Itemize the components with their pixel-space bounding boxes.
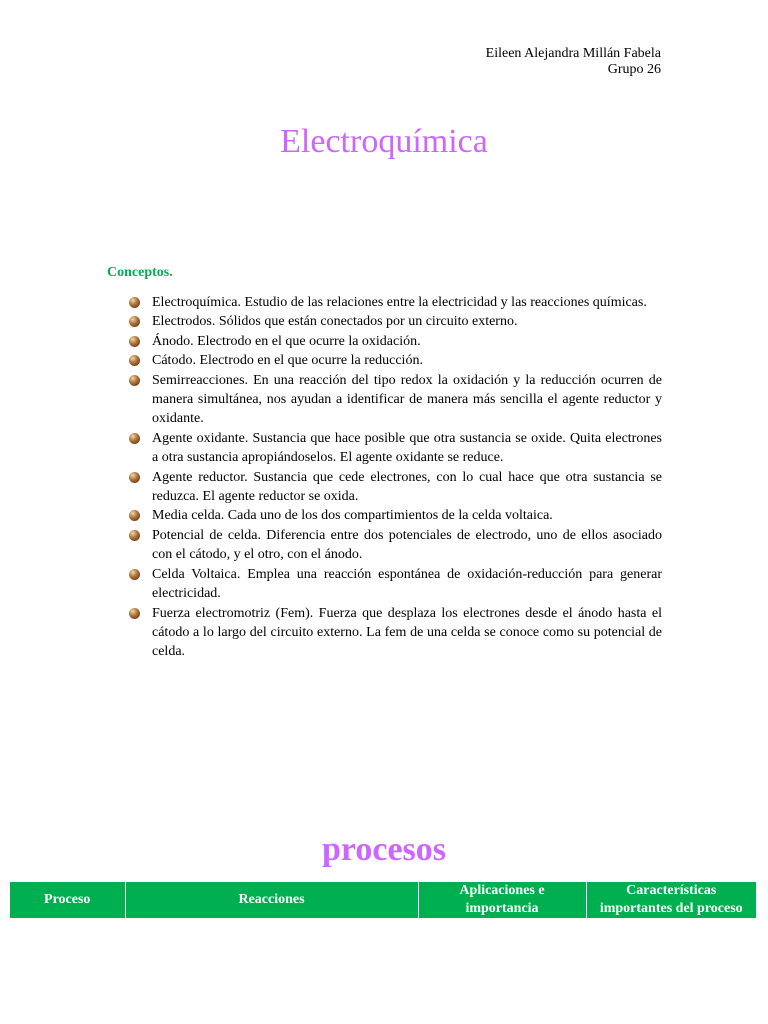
list-item — [128, 429, 662, 468]
document-header — [486, 46, 661, 78]
list-item — [128, 604, 662, 662]
list-item — [128, 506, 662, 525]
brown-sphere-bullet-icon — [129, 472, 140, 483]
concept-text: Media celda. Cada uno de los dos compartimientos de la celda voltaica. — [152, 508, 553, 524]
concepts-heading: Conceptos. — [107, 265, 173, 280]
brown-sphere-bullet-icon — [129, 530, 140, 541]
group-label: Grupo 26 — [607, 62, 661, 77]
list-item — [128, 565, 662, 604]
concept-text: Potencial de celda. Diferencia entre dos potenciales de electrodo, uno de ellos asociado con el cátodo, y el otro, con el ánodo. — [152, 527, 662, 563]
list-item — [128, 468, 662, 507]
brown-sphere-bullet-icon — [129, 316, 140, 327]
brown-sphere-bullet-icon — [129, 336, 140, 347]
brown-sphere-bullet-icon — [129, 355, 140, 366]
list-item — [128, 371, 662, 429]
concept-text: Electrodos. Sólidos que están conectados por un circuito externo. — [152, 314, 518, 330]
concept-text: Cátodo. Electrodo en el que ocurre la reducción. — [152, 353, 423, 369]
list-item — [128, 293, 662, 312]
brown-sphere-bullet-icon — [129, 297, 140, 308]
concept-text: Fuerza electromotriz (Fem). Fuerza que desplaza los electrones desde el ánodo hasta el cátodo a lo largo del circuito externo. La fem de una celda se conoce como su potencial de celda. — [152, 605, 662, 660]
document-title: Electroquímica — [280, 123, 488, 160]
brown-sphere-bullet-icon — [129, 375, 140, 386]
procesos-title: procesos — [321, 831, 447, 868]
brown-sphere-bullet-icon — [129, 569, 140, 580]
process-table — [10, 882, 756, 918]
column-header-aplicaciones: Aplicaciones e importancia — [418, 882, 586, 918]
brown-sphere-bullet-icon — [129, 510, 140, 521]
column-header-caracteristicas: Características importantes del proceso — [586, 882, 756, 918]
author-name: Eileen Alejandra Millán Fabela — [485, 46, 661, 61]
concepts-list — [128, 293, 662, 662]
list-item — [128, 332, 662, 351]
brown-sphere-bullet-icon — [129, 608, 140, 619]
table-header-row — [10, 882, 756, 918]
brown-sphere-bullet-icon — [129, 433, 140, 444]
concept-text: Celda Voltaica. Emplea una reacción espontánea de oxidación-reducción para generar electricidad. — [152, 566, 662, 602]
list-item — [128, 526, 662, 565]
column-header-proceso: Proceso — [10, 882, 125, 918]
column-header-reacciones: Reacciones — [125, 882, 418, 918]
list-item — [128, 351, 662, 370]
concept-text: Agente oxidante. Sustancia que hace posible que otra sustancia se oxide. Quita electrones a otra sustancia apropiándoselos. El agente oxidante se reduce. — [152, 430, 662, 466]
list-item — [128, 312, 662, 331]
concept-text: Agente reductor. Sustancia que cede electrones, con lo cual hace que otra sustancia se reduzca. El agente reductor se oxida. — [152, 469, 662, 505]
concept-text: Semirreacciones. En una reacción del tipo redox la oxidación y la reducción ocurren de manera simultánea, nos ayudan a identificar de manera más sencilla el agente reductor y oxidante. — [152, 372, 662, 427]
concept-text: Electroquímica. Estudio de las relaciones entre la electricidad y las reacciones químicas. — [152, 295, 647, 310]
concept-text: Ánodo. Electrodo en el que ocurre la oxidación. — [152, 333, 421, 349]
